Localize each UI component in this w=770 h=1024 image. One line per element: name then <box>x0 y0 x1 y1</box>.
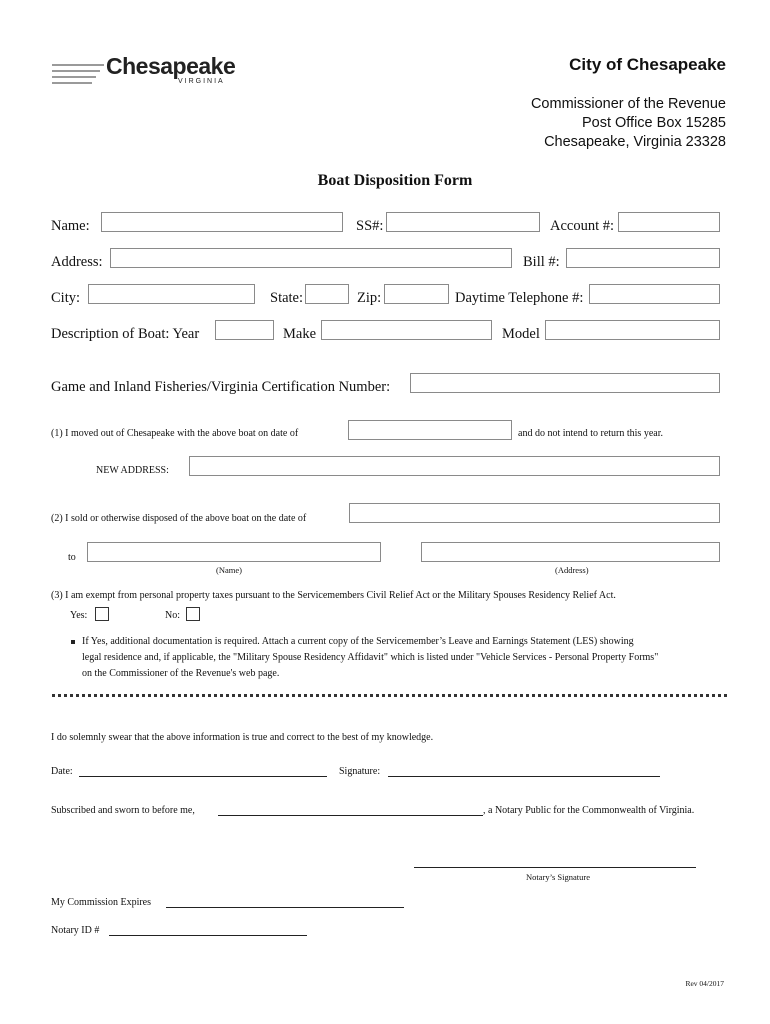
bill-label: Bill #: <box>523 254 560 270</box>
section1-suffix: and do not intend to return this year. <box>518 428 663 439</box>
logo-decor-line <box>52 76 96 78</box>
to-label: to <box>68 552 76 563</box>
subscribed-suffix: , a Notary Public for the Commonwealth of Virginia. <box>483 805 695 816</box>
note-line-2: legal residence and, if applicable, the "Military Spouse Residency Affidavit" which is listed under "Vehicle Services - Personal Property Forms" <box>82 652 659 663</box>
buyer-address-input[interactable] <box>421 542 720 562</box>
name-label: Name: <box>51 218 90 234</box>
logo-decor-line <box>52 70 100 72</box>
boat-description-label: Description of Boat: Year <box>51 326 200 342</box>
daytime-phone-input[interactable] <box>589 284 720 304</box>
signature-line[interactable] <box>388 776 660 777</box>
date-line[interactable] <box>79 776 327 777</box>
certification-label: Game and Inland Fisheries/Virginia Certification Number: <box>51 379 391 395</box>
sold-date-input[interactable] <box>349 503 720 523</box>
po-box: Post Office Box 15285 <box>581 115 726 131</box>
year-input[interactable] <box>215 320 274 340</box>
revision-label: Rev 04/2017 <box>685 979 724 988</box>
yes-label: Yes: <box>70 610 88 621</box>
logo-decor-line <box>52 82 92 84</box>
commission-expires-line[interactable] <box>166 907 404 908</box>
name-caption: (Name) <box>216 565 242 575</box>
logo-decor-line <box>52 64 104 66</box>
note-line-1: If Yes, additional documentation is required. Attach a current copy of the Servicemember’s Leave and Earnings Statement (LES) showing <box>82 636 634 647</box>
dotted-divider <box>52 694 727 697</box>
logo-subtext: VIRGINIA <box>178 78 225 85</box>
ss-input[interactable] <box>386 212 540 232</box>
no-checkbox[interactable] <box>186 607 200 621</box>
section3-text: (3) I am exempt from personal property taxes pursuant to the Servicemembers Civil Relief Act or the Military Spouses Residency Relief Act. <box>51 590 616 601</box>
bullet-icon <box>71 640 75 644</box>
signature-label: Signature: <box>339 766 381 777</box>
buyer-name-input[interactable] <box>87 542 381 562</box>
note-line-3: on the Commissioner of the Revenue's web page. <box>82 668 280 679</box>
zip-label: Zip: <box>357 290 382 306</box>
zip-input[interactable] <box>384 284 449 304</box>
address-input[interactable] <box>110 248 512 268</box>
section2-text: (2) I sold or otherwise disposed of the above boat on the date of <box>51 513 307 524</box>
moved-date-input[interactable] <box>348 420 512 440</box>
state-input[interactable] <box>305 284 349 304</box>
subscribed-prefix: Subscribed and sworn to before me, <box>51 805 195 816</box>
daytime-phone-label: Daytime Telephone #: <box>455 290 584 306</box>
name-input[interactable] <box>101 212 343 232</box>
office-name: Commissioner of the Revenue <box>530 96 726 112</box>
logo-wordmark: Chesapeake <box>106 53 236 79</box>
state-label: State: <box>270 290 304 306</box>
city-title: City of Chesapeake <box>569 55 726 74</box>
city-logo <box>52 52 252 92</box>
city-label: City: <box>51 290 81 306</box>
form-title: Boat Disposition Form <box>317 172 473 189</box>
notary-signature-line[interactable] <box>414 867 696 868</box>
oath-statement: I do solemnly swear that the above information is true and correct to the best of my knowledge. <box>51 732 434 743</box>
notary-id-line[interactable] <box>109 935 307 936</box>
make-label: Make <box>283 326 317 342</box>
city-state-zip: Chesapeake, Virginia 23328 <box>544 134 726 150</box>
no-label: No: <box>165 610 180 621</box>
city-input[interactable] <box>88 284 255 304</box>
date-label: Date: <box>51 766 73 777</box>
notary-signature-caption: Notary’s Signature <box>526 872 590 882</box>
new-address-label: NEW ADDRESS: <box>96 465 169 476</box>
section1-text: (1) I moved out of Chesapeake with the above boat on date of <box>51 428 299 439</box>
commission-expires-label: My Commission Expires <box>51 897 152 908</box>
make-input[interactable] <box>321 320 492 340</box>
address-caption: (Address) <box>555 565 589 575</box>
model-input[interactable] <box>545 320 720 340</box>
certification-input[interactable] <box>410 373 720 393</box>
new-address-input[interactable] <box>189 456 720 476</box>
model-label: Model <box>502 326 540 342</box>
ss-label: SS#: <box>356 218 384 234</box>
account-input[interactable] <box>618 212 720 232</box>
notary-id-label: Notary ID # <box>51 925 100 936</box>
account-label: Account #: <box>550 218 615 234</box>
bill-input[interactable] <box>566 248 720 268</box>
address-label: Address: <box>51 254 103 270</box>
notary-name-line[interactable] <box>218 815 483 816</box>
yes-checkbox[interactable] <box>95 607 109 621</box>
